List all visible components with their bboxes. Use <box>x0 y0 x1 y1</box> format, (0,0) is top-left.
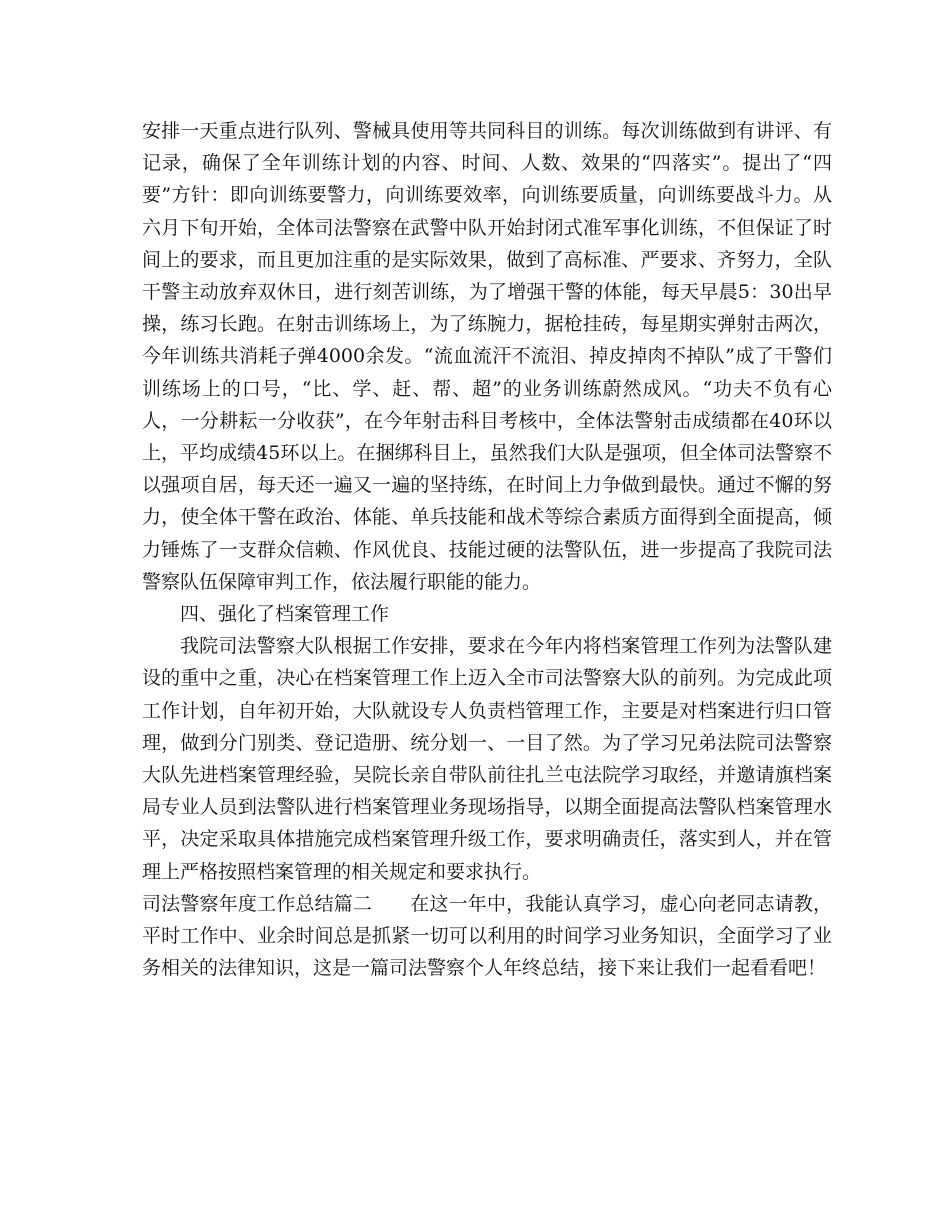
section-heading-archive-management: 四、强化了档案管理工作 <box>180 603 390 626</box>
closing-text: 在这一年中，我能认真学习，虚心向老同志请教，平时工作中、业余时间总是抓紧一切可以利用的时间学习业务知识，全面学习了业务相关的法律知识，这是一篇司法警察个人年终总结，接下来让我们一起看看吧！ <box>142 892 832 980</box>
paragraph-closing-summary <box>142 888 832 985</box>
closing-article-title: 司法警察年度工作总结篇二 <box>142 892 373 915</box>
paragraph-archive-management: 我院司法警察大队根据工作安排，要求在今年内将档案管理工作列为法警队建设的重中之重，决心在档案管理工作上迈入全市司法警察大队的前列。为完成此项工作计划，自年初开始，大队就设专人负责档管理工作，主要是对档案进行归口管理，做到分门别类、登记造册、统分划一、一目了然。为了学习兄弟法院司法警察大队先进档案管理经验，吴院长亲自带队前往扎兰屯法院学习取经，并邀请旗档案局专业人员到法警队进行档案管理业务现场指导，以期全面提高法警队档案管理水平，决定采取具体措施完成档案管理升级工作，要求明确责任，落实到人，并在管理上严格按照档案管理的相关规定和要求执行。 <box>142 635 832 883</box>
paragraph-training: 安排一天重点进行队列、警械具使用等共同科目的训练。每次训练做到有讲评、有记录，确保了全年训练计划的内容、时间、人数、效果的“四落实”。提出了“四要”方针：即向训练要警力，向训练要效率，向训练要质量，向训练要战斗力。从六月下旬开始，全体司法警察在武警中队开始封闭式准军事化训练，不但保证了时间上的要求，而且更加注重的是实际效果，做到了高标准、严要求、齐努力，全队干警主动放弃双休日，进行刻苦训练，为了增强干警的体能，每天早晨5：30出早操，练习长跑。在射击训练场上，为了练腕力，据枪挂砖，每星期实弹射击两次，今年训练共消耗子弹4000余发。“流血流汗不流泪、掉皮掉肉不掉队”成了干警们训练场上的口号，“比、学、赶、帮、超”的业务训练蔚然成风。“功夫不负有心人，一分耕耘一分收获”，在今年射击科目考核中，全体法警射击成绩都在40环以上，平均成绩45环以上。在捆绑科目上，虽然我们大队是强项，但全体司法警察不以强项自居，每天还一遍又一遍的坚持练，在时间上力争做到最快。通过不懈的努力，使全体干警在政治、体能、单兵技能和战术等综合素质方面得到全面提高，倾力锤炼了一支群众信赖、作风优良、技能过硬的法警队伍，进一步提高了我院司法警察队伍保障审判工作，依法履行职能的能力。 <box>142 120 832 593</box>
document-body <box>142 115 832 984</box>
